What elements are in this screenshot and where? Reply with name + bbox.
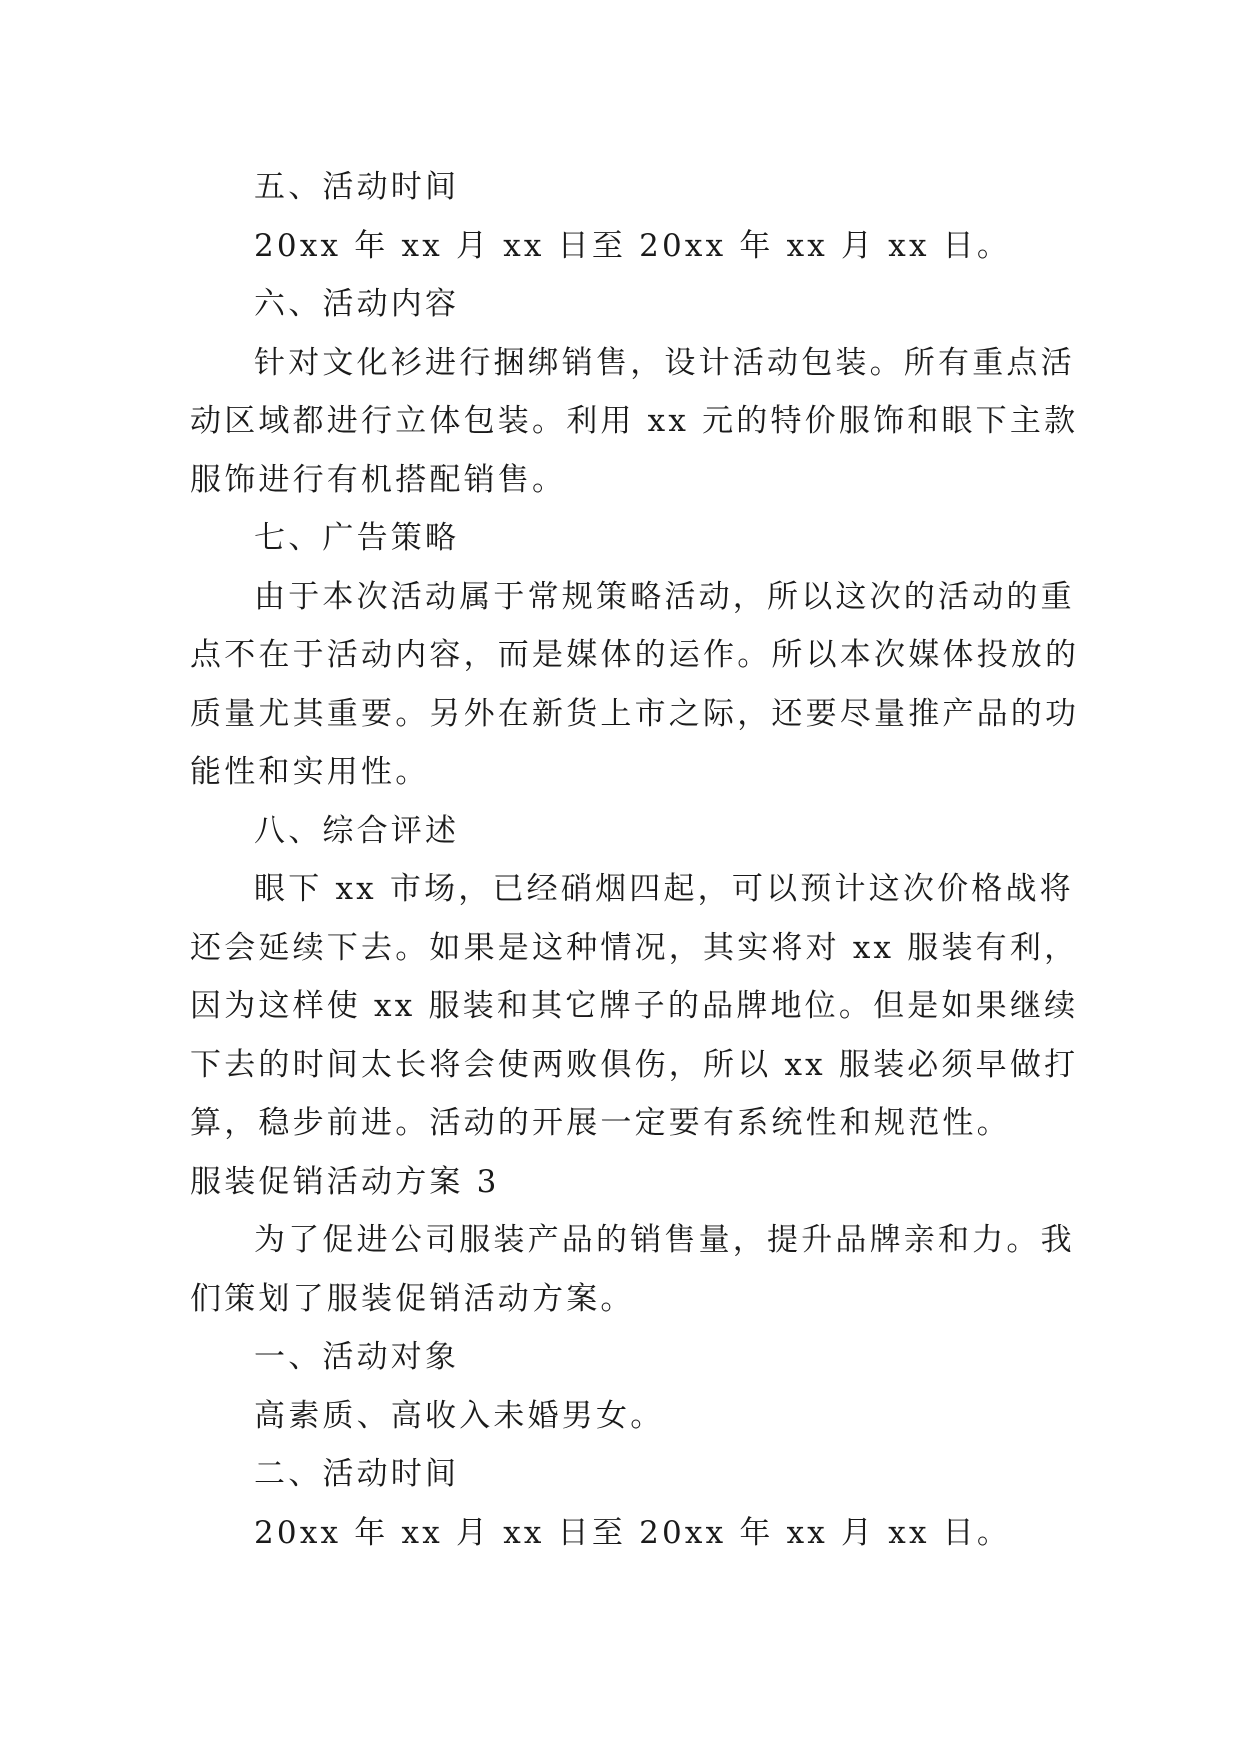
paragraph-line: 下去的时间太长将会使两败俱伤，所以 xx 服装必须早做打 — [190, 1046, 1079, 1083]
paragraph-line: 服饰进行有机搭配销售。 — [190, 461, 567, 498]
paragraph-line: 为了促进公司服装产品的销售量，提升品牌亲和力。我 — [254, 1222, 1075, 1258]
section-heading-activity-time: 二、活动时间 — [254, 1456, 460, 1492]
document-subtitle: 服装促销活动方案 3 — [190, 1163, 500, 1200]
paragraph-line: 还会延续下去。如果是这种情况，其实将对 xx 服装有利， — [190, 929, 1079, 966]
paragraph-line: 算，稳步前进。活动的开展一定要有系统性和规范性。 — [190, 1105, 1011, 1141]
paragraph-line: 20xx 年 xx 月 xx 日至 20xx 年 xx 月 xx 日。 — [254, 1514, 1012, 1551]
paragraph-line: 们策划了服装促销活动方案。 — [190, 1280, 635, 1317]
paragraph-line: 能性和实用性。 — [190, 754, 430, 790]
paragraph-line: 质量尤其重要。另外在新货上市之际，还要尽量推产品的功 — [190, 695, 1080, 732]
section-heading-activity-content: 六、活动内容 — [254, 286, 460, 322]
document-body — [190, 158, 1080, 1562]
paragraph-line: 眼下 xx 市场，已经硝烟四起，可以预计这次价格战将 — [254, 871, 1074, 907]
paragraph-line: 针对文化衫进行捆绑销售，设计活动包装。所有重点活 — [254, 344, 1075, 381]
paragraph-line: 点不在于活动内容，而是媒体的运作。所以本次媒体投放的 — [190, 637, 1080, 673]
paragraph-line: 因为这样使 xx 服装和其它牌子的品牌地位。但是如果继续 — [190, 988, 1079, 1024]
paragraph-line: 由于本次活动属于常规策略活动，所以这次的活动的重 — [254, 578, 1075, 615]
section-heading-ad-strategy: 七、广告策略 — [254, 520, 460, 556]
section-heading-target: 一、活动对象 — [254, 1339, 460, 1375]
section-heading-summary: 八、综合评述 — [254, 812, 460, 849]
paragraph-line: 高素质、高收入未婚男女。 — [254, 1397, 665, 1434]
paragraph-line: 动区域都进行立体包装。利用 xx 元的特价服饰和眼下主款 — [190, 403, 1079, 439]
section-heading-activity-time: 五、活动时间 — [254, 169, 460, 205]
paragraph-line: 20xx 年 xx 月 xx 日至 20xx 年 xx 月 xx 日。 — [254, 227, 1012, 264]
